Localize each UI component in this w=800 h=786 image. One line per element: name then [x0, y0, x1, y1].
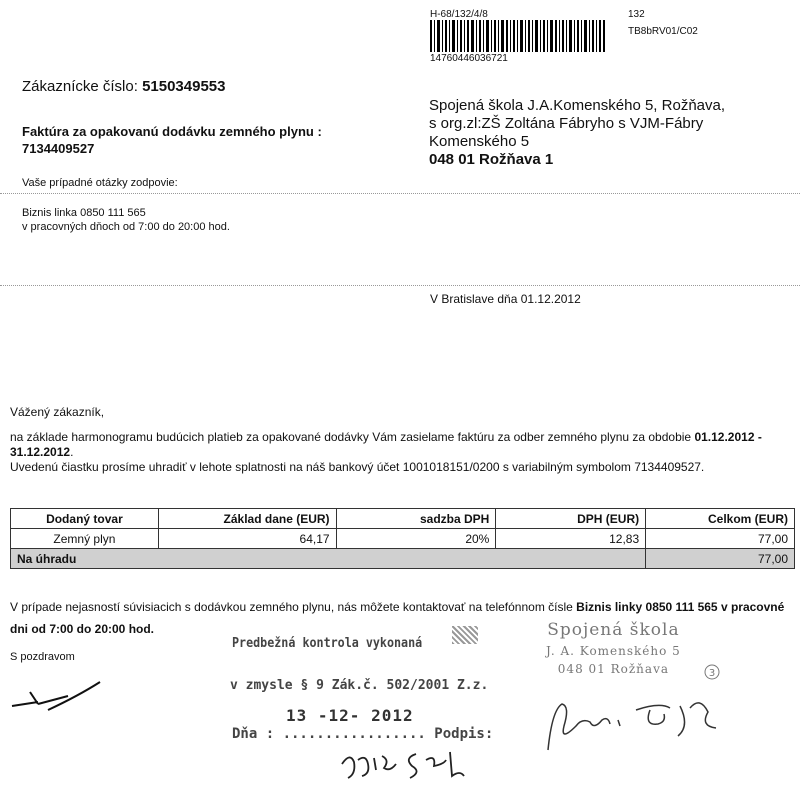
reference-code: TB8bRV01/C02: [628, 26, 698, 37]
billing-period: 01.12.2012 - 31.12.2012: [10, 430, 762, 459]
table-header: DPH (EUR): [496, 509, 646, 529]
school-stamp-street: J. A. Komenského 5: [546, 644, 681, 658]
address-zip: 048 01 Rožňava 1: [429, 151, 554, 168]
control-stamp-title: Predbežná kontrola vykonaná: [232, 636, 423, 651]
body-line-2: Uvedenú čiastku prosíme uhradiť v lehote splatnosti na náš bankový účet 1001018151/0200 s variabilným symbolom 7134409527.: [10, 460, 705, 474]
barcode-top-code: H-68/132/4/8: [430, 9, 488, 20]
body-line-1: [10, 430, 795, 460]
table-cell: Zemný plyn: [11, 529, 159, 549]
page-number: 132: [628, 9, 645, 20]
contact-info: [22, 206, 230, 234]
greeting: Vážený zákazník,: [10, 405, 105, 419]
table-header: Základ dane (EUR): [158, 509, 336, 529]
customer-number-line: [22, 78, 226, 95]
footer-text: V prípade nejasností súvisiacich s dodávkou zemného plynu, nás môžete kontaktovať na telefónnom čísle: [10, 600, 577, 614]
invoice-title: [22, 123, 372, 157]
invoice-table: [10, 508, 795, 569]
table-cell: 64,17: [158, 529, 336, 549]
table-row: [11, 529, 795, 549]
table-header-row: [11, 509, 795, 529]
contact-line: Biznis linka 0850 111 565: [22, 207, 146, 219]
table-cell: 12,83: [496, 529, 646, 549]
control-stamp-sign: Dňa : ................. Podpis:: [232, 726, 494, 742]
stamp-smudge: [452, 626, 478, 644]
contact-hours: v pracovných dňoch od 7:00 do 20:00 hod.: [22, 221, 230, 233]
customer-number: 5150349553: [142, 78, 226, 95]
divider: [0, 193, 800, 194]
signature-left: [8, 676, 108, 716]
school-stamp: [546, 620, 681, 676]
signature-right: [540, 686, 730, 756]
table-header: Celkom (EUR): [646, 509, 795, 529]
invoice-title-text: Faktúra za opakovanú dodávku zemného plynu :: [22, 124, 322, 139]
invoice-number: 7134409527: [22, 141, 95, 156]
body-paragraph: [10, 430, 795, 475]
signature-bottom: [338, 746, 488, 782]
barcode-bottom-code: 14760446036721: [430, 53, 508, 64]
issue-date: V Bratislave dňa 01.12.2012: [430, 292, 581, 306]
school-stamp-city: 048 01 Rožňava: [557, 662, 669, 676]
table-cell: 20%: [336, 529, 496, 549]
table-total-row: [11, 549, 795, 569]
address-line-2: s org.zl:ZŠ Zoltána Fábryho s VJM-Fábry: [429, 115, 704, 132]
stamp-circle-number: [704, 664, 720, 680]
footer-contact: Biznis linky 0850 111 565 v pracovné dni od 7:00 do 20:00 hod.: [10, 600, 785, 636]
table-cell: 77,00: [646, 529, 795, 549]
svg-text:3: 3: [708, 668, 716, 679]
body-period-end: .: [70, 445, 74, 459]
customer-number-label: Zákaznícke číslo:: [22, 78, 138, 95]
recipient-address: [429, 97, 725, 169]
school-stamp-name: Spojená škola: [547, 620, 680, 640]
body-text: na základe harmonogramu budúcich platieb za opakované dodávky Vám zasielame faktúru za odber zemného plynu za obdobie: [10, 430, 695, 444]
table-header: Dodaný tovar: [11, 509, 159, 529]
total-value: 77,00: [646, 549, 795, 569]
divider: [0, 285, 800, 286]
barcode-image: [430, 20, 605, 52]
total-label: Na úhradu: [11, 549, 646, 569]
control-stamp-date: 13 -12- 2012: [286, 706, 414, 725]
questions-text: Vaše prípadné otázky zodpovie:: [22, 177, 178, 189]
regards: S pozdravom: [10, 651, 75, 663]
table-header: sadzba DPH: [336, 509, 496, 529]
control-stamp-law: v zmysle § 9 Zák.č. 502/2001 Z.z.: [230, 678, 489, 693]
address-line-1: Spojená škola J.A.Komenského 5, Rožňava,: [429, 97, 726, 114]
address-line-3: Komenského 5: [429, 133, 530, 150]
